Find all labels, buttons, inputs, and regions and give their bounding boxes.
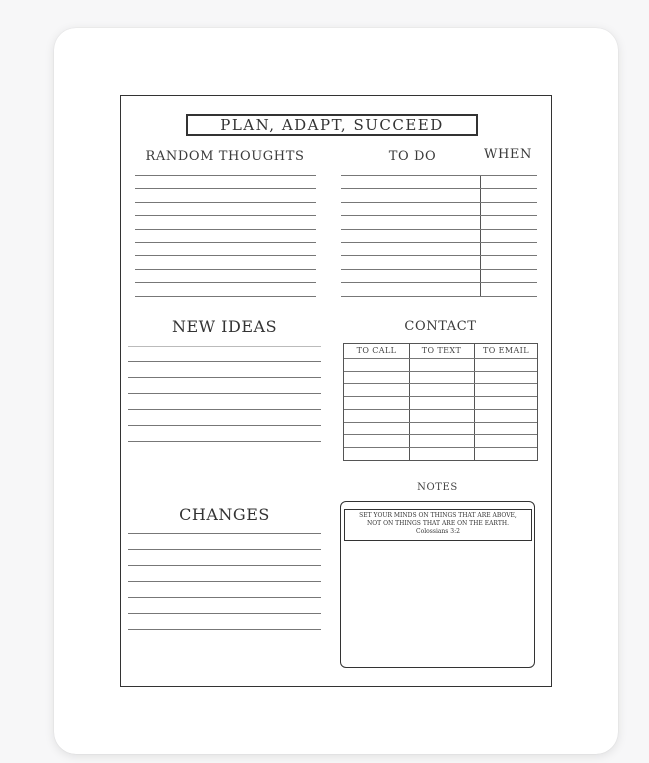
- writing-line: [341, 175, 537, 176]
- writing-line: [128, 441, 321, 442]
- page-title: PLAN, ADAPT, SUCCEED: [186, 114, 478, 136]
- todo-heading: TO DO: [388, 149, 437, 164]
- new-ideas-heading: NEW IDEAS: [171, 317, 278, 336]
- contact-row-line: [344, 409, 537, 410]
- writing-line: [128, 533, 321, 534]
- writing-line: [341, 282, 537, 283]
- writing-line: [135, 296, 316, 297]
- writing-line: [135, 242, 316, 243]
- contact-divider: [409, 344, 410, 460]
- writing-line: [341, 229, 537, 230]
- writing-line: [128, 409, 321, 410]
- writing-line: [128, 377, 321, 378]
- writing-line: [341, 188, 537, 189]
- writing-line: [135, 282, 316, 283]
- writing-line: [135, 188, 316, 189]
- writing-line: [341, 215, 537, 216]
- contact-row-line: [344, 396, 537, 397]
- quote-line-2: NOT ON THINGS THAT ARE ON THE EARTH.: [367, 520, 509, 527]
- writing-line: [135, 269, 316, 270]
- writing-line: [128, 629, 321, 630]
- writing-line: [341, 255, 537, 256]
- quote-reference: Colossians 3:2: [416, 528, 460, 535]
- writing-line: [128, 613, 321, 614]
- contact-col-text: TO TEXT: [421, 346, 462, 355]
- contact-col-call: TO CALL: [356, 346, 397, 355]
- contact-row-line: [344, 447, 537, 448]
- writing-line: [135, 255, 316, 256]
- contact-table: [343, 343, 538, 461]
- writing-line: [341, 242, 537, 243]
- writing-line: [135, 215, 316, 216]
- writing-line: [135, 202, 316, 203]
- writing-line: [341, 269, 537, 270]
- scripture-quote: [344, 509, 532, 541]
- changes-heading: CHANGES: [179, 505, 270, 524]
- notes-heading: NOTES: [417, 482, 458, 493]
- writing-line: [128, 346, 321, 347]
- contact-row-line: [344, 434, 537, 435]
- writing-line: [341, 296, 537, 297]
- contact-heading: CONTACT: [404, 319, 477, 334]
- writing-line: [128, 597, 321, 598]
- writing-line: [128, 565, 321, 566]
- contact-col-email: TO EMAIL: [483, 346, 529, 355]
- contact-row-line: [344, 358, 537, 359]
- writing-line: [135, 175, 316, 176]
- writing-line: [128, 581, 321, 582]
- writing-line: [128, 361, 321, 362]
- contact-row-line: [344, 371, 537, 372]
- when-heading: WHEN: [484, 147, 532, 162]
- writing-line: [341, 202, 537, 203]
- quote-line-1: SET YOUR MINDS ON THINGS THAT ARE ABOVE,: [359, 512, 517, 519]
- contact-row-line: [344, 383, 537, 384]
- todo-when-divider: [480, 175, 481, 296]
- random-thoughts-heading: RANDOM THOUGHTS: [145, 149, 305, 164]
- contact-divider: [474, 344, 475, 460]
- writing-line: [135, 229, 316, 230]
- contact-row-line: [344, 422, 537, 423]
- writing-line: [128, 549, 321, 550]
- writing-line: [128, 393, 321, 394]
- writing-line: [128, 425, 321, 426]
